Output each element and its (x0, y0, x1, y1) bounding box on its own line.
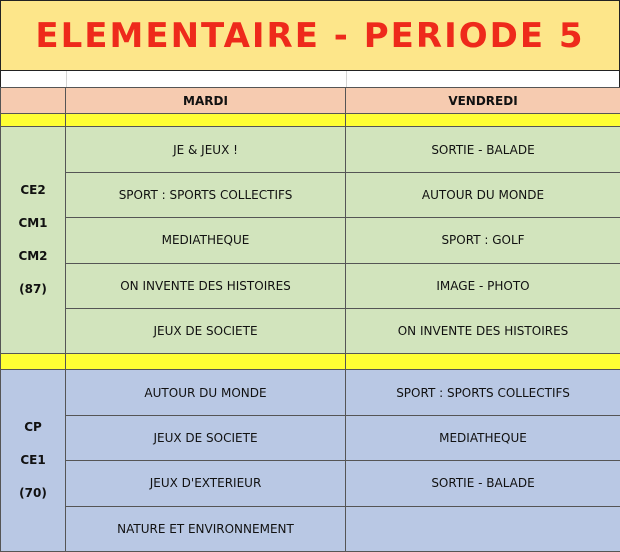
separator-cell (1, 114, 66, 127)
header-mardi: MARDI (66, 88, 346, 114)
empty-cell (346, 506, 620, 551)
group-label-cp-ce1 (1, 370, 66, 552)
activity-cell: IMAGE - PHOTO (346, 263, 620, 308)
header-row (1, 88, 620, 114)
activity-cell: MEDIATHEQUE (346, 415, 620, 460)
group-label-line: CM2 (18, 249, 48, 264)
activity-cell: AUTOUR DU MONDE (66, 370, 346, 415)
separator-row (1, 354, 620, 370)
separator-cell (1, 354, 66, 370)
separator-cell (346, 354, 620, 370)
separator-cell (66, 354, 346, 370)
title-banner (0, 0, 620, 71)
activity-cell: SORTIE - BALADE (346, 461, 620, 506)
table-row (1, 461, 620, 506)
table-row (1, 415, 620, 460)
group-label-ce2-cm1-cm2 (1, 127, 66, 354)
header-corner (1, 88, 66, 114)
spacer-divider (66, 71, 67, 87)
activity-cell: ON INVENTE DES HISTOIRES (346, 308, 620, 353)
activity-cell: AUTOUR DU MONDE (346, 172, 620, 217)
activity-cell: MEDIATHEQUE (66, 218, 346, 263)
activity-cell: JEUX DE SOCIETE (66, 415, 346, 460)
table-row (1, 127, 620, 172)
group-label-line: CM1 (18, 216, 48, 231)
activity-cell: JEUX DE SOCIETE (66, 308, 346, 353)
activity-cell: SPORT : GOLF (346, 218, 620, 263)
group-label-line: CE1 (20, 453, 46, 468)
page-title: ELEMENTAIRE - PERIODE 5 (35, 15, 585, 56)
activity-cell: JE & JEUX ! (66, 127, 346, 172)
group-label-line: (70) (19, 486, 47, 501)
schedule-table (0, 87, 620, 552)
separator-cell (346, 114, 620, 127)
activity-cell: JEUX D'EXTERIEUR (66, 461, 346, 506)
activity-cell: NATURE ET ENVIRONNEMENT (66, 506, 346, 551)
table-row (1, 370, 620, 415)
separator-row (1, 114, 620, 127)
group-label-line: CP (24, 420, 42, 435)
activity-cell: SPORT : SPORTS COLLECTIFS (66, 172, 346, 217)
activity-cell: SORTIE - BALADE (346, 127, 620, 172)
table-row (1, 172, 620, 217)
activity-cell: SPORT : SPORTS COLLECTIFS (346, 370, 620, 415)
group-label-line: (87) (19, 282, 47, 297)
activity-cell: ON INVENTE DES HISTOIRES (66, 263, 346, 308)
spacer-divider (346, 71, 347, 87)
table-row (1, 263, 620, 308)
spacer-row (0, 71, 620, 87)
group-label-line: CE2 (20, 183, 46, 198)
table-row (1, 218, 620, 263)
separator-cell (66, 114, 346, 127)
table-row (1, 506, 620, 551)
table-row (1, 308, 620, 353)
header-vendredi: VENDREDI (346, 88, 620, 114)
